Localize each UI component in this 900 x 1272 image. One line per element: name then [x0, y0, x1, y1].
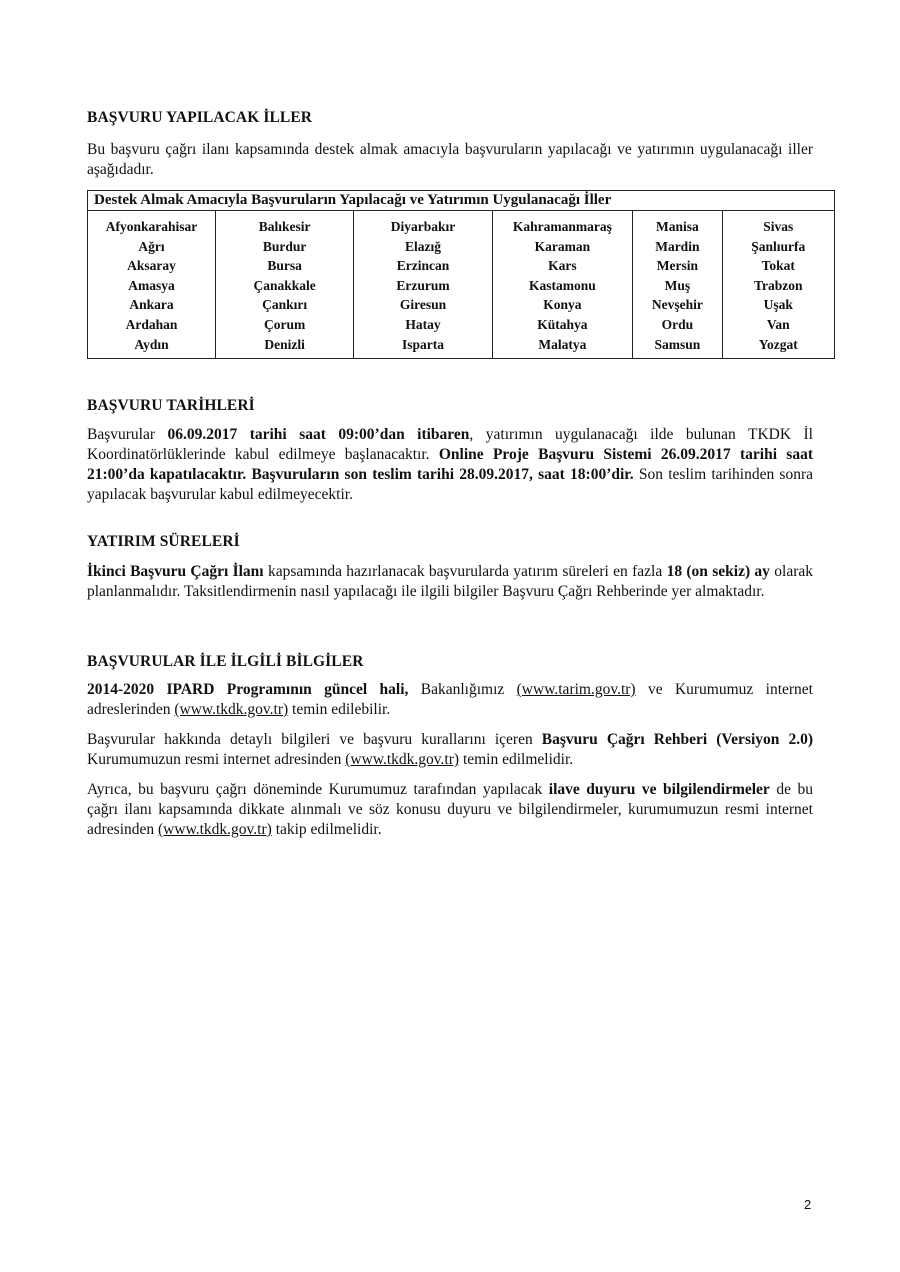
province-name: Erzincan	[396, 258, 450, 274]
province-column	[215, 211, 353, 359]
province-column	[722, 211, 834, 359]
province-column	[492, 211, 632, 359]
section-heading-iller: BAŞVURU YAPILACAK İLLER	[87, 109, 313, 126]
province-name: Mardin	[655, 238, 700, 254]
province-name: Ardahan	[125, 316, 178, 332]
province-name: Konya	[543, 297, 582, 313]
province-name: Balıkesir	[258, 219, 311, 234]
province-name: Aydın	[134, 336, 169, 352]
province-name: Malatya	[538, 336, 587, 352]
text-run: Bakanlığımız	[408, 681, 517, 698]
tarim-link[interactable]: (www.tarim.gov.tr)	[516, 681, 636, 698]
text-run: temin edilmelidir.	[459, 751, 574, 768]
text-run: temin edilebilir.	[288, 701, 391, 718]
province-name: Diyarbakır	[390, 219, 456, 234]
province-name: Karaman	[534, 238, 591, 254]
provinces-table	[87, 190, 835, 359]
province-name: Kastamonu	[529, 277, 596, 293]
province-name: Sivas	[763, 219, 794, 234]
province-name: Amasya	[128, 277, 175, 293]
section-text-rehber	[87, 730, 813, 770]
province-name: Denizli	[264, 336, 305, 352]
province-column	[354, 211, 492, 359]
province-name: Ağrı	[138, 238, 165, 254]
bold-run: Başvuru Çağrı Rehberi (Versiyon 2.0)	[541, 731, 814, 748]
bold-run: 18 (on sekiz) ay	[666, 563, 770, 580]
province-column	[88, 211, 216, 359]
province-name: Trabzon	[754, 277, 803, 293]
province-name: Çorum	[264, 316, 306, 332]
province-name: Nevşehir	[651, 297, 703, 313]
section-text-tarihler	[87, 425, 813, 505]
province-name: Van	[766, 316, 790, 332]
province-name: Giresun	[399, 297, 447, 313]
province-name: Tokat	[761, 258, 795, 274]
province-name: Ordu	[661, 316, 694, 332]
text-run: , yatırımın uygulanacağı ilde bulunan TKDK İl Koordinatörlüklerinde kabul edilmeye başlanacaktır.	[87, 426, 813, 463]
bold-run: 06.09.2017 tarihi saat 09:00’dan itibaren	[167, 426, 470, 443]
text-run: olarak planlanmalıdır. Taksitlendirmenin nasıl yapılacağı ile ilgili bilgiler Başvuru Çağrı Rehberinde yer almaktadır.	[87, 563, 813, 600]
text-run: ve Kurumumuz internet adreslerinden	[87, 681, 813, 718]
province-name: Hatay	[405, 316, 441, 332]
text-run: de bu çağrı ilanı kapsamında dikkate alınmalı ve söz konusu duyuru ve bilgilendirmeler, kurumumuzun resmi internet adresinden	[87, 781, 813, 838]
province-name: Mersin	[656, 258, 698, 274]
tkdk-link[interactable]: (www.tkdk.gov.tr)	[345, 751, 460, 768]
provinces-table-header: Destek Almak Amacıyla Başvuruların Yapılacağı ve Yatırımın Uygulanacağı İller	[88, 191, 835, 211]
province-name: Uşak	[763, 297, 793, 313]
province-name: Burdur	[262, 238, 307, 254]
text-run: Başvurular	[87, 426, 168, 443]
section-heading-bilgiler: BAŞVURULAR İLE İLGİLİ BİLGİLER	[87, 653, 364, 670]
bold-run: 2014-2020 IPARD Programının güncel hali,	[87, 681, 409, 698]
tkdk-link[interactable]: (www.tkdk.gov.tr)	[174, 701, 289, 718]
text-run: takip edilmelidir.	[271, 821, 382, 838]
province-name: Şanlıurfa	[751, 238, 806, 254]
section-heading-sureler: YATIRIM SÜRELERİ	[87, 533, 240, 550]
text-run: Başvurular hakkında detaylı bilgileri ve başvuru kurallarını içeren	[87, 731, 542, 748]
text-run: kapsamında hazırlanacak başvurularda yatırım süreleri en fazla	[263, 563, 667, 580]
section-heading-tarihler: BAŞVURU TARİHLERİ	[87, 397, 255, 414]
province-name: Bursa	[267, 258, 302, 274]
province-name: Kahramanmaraş	[512, 219, 612, 234]
province-name: Çankırı	[262, 297, 308, 313]
section-text-iller: Bu başvuru çağrı ilanı kapsamında destek almak amacıyla başvuruların yapılacağı ve yatırımın uygulanacağı iller aşağıdadır.	[87, 141, 813, 178]
tkdk-link[interactable]: (www.tkdk.gov.tr)	[158, 821, 272, 838]
section-text-sureler	[87, 562, 813, 602]
province-name: Isparta	[401, 336, 444, 352]
province-name: Ankara	[129, 297, 174, 313]
province-column	[633, 211, 722, 359]
province-name: Çanakkale	[253, 277, 316, 293]
province-name: Manisa	[655, 219, 699, 234]
text-run: Son teslim tarihinden sonra yapılacak başvurular kabul edilmeyecektir.	[87, 466, 814, 503]
province-name: Kars	[548, 258, 577, 274]
text-run: Ayrıca, bu başvuru çağrı döneminde Kurumumuz tarafından yapılacak	[87, 781, 549, 798]
province-name: Muş	[664, 277, 691, 293]
province-name: Erzurum	[396, 277, 450, 293]
province-name: Samsun	[654, 336, 701, 352]
province-name: Yozgat	[758, 336, 798, 352]
section-text-duyuru	[87, 780, 813, 840]
province-name: Afyonkarahisar	[105, 219, 198, 234]
province-name: Elazığ	[404, 238, 441, 254]
province-name: Aksaray	[127, 258, 176, 274]
bold-run: İkinci Başvuru Çağrı İlanı	[87, 563, 264, 580]
province-name: Kütahya	[537, 316, 588, 332]
bold-run: Online Proje Başvuru Sistemi 26.09.2017 tarihi saat 21:00’da kapatılacaktır. Başvuruların son teslim tarihi 28.09.2017, saat 18:00’dir.	[87, 446, 813, 483]
section-text-ipard	[87, 680, 813, 720]
bold-run: ilave duyuru ve bilgilendirmeler	[548, 781, 770, 798]
page-number: 2	[804, 1197, 812, 1212]
provinces-table-row	[88, 211, 835, 359]
text-run: Kurumumuzun resmi internet adresinden	[87, 751, 346, 768]
